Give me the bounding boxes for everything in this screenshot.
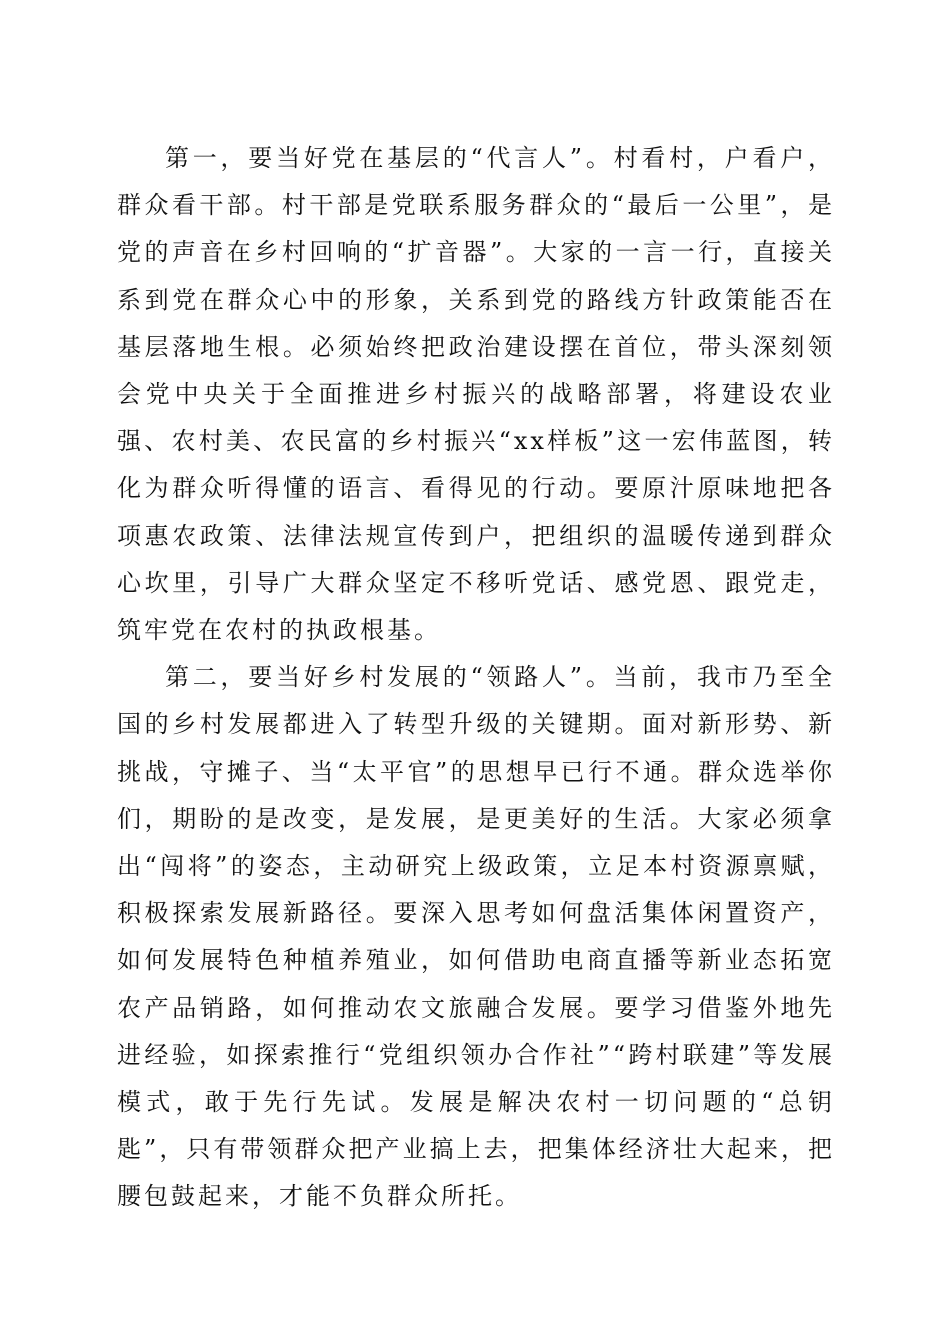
paragraph-first-point: 第一，要当好党在基层的“代言人”。村看村，户看户，群众看干部。村干部是党联系服务群众的“最后一公里”，是党的声音在乡村回响的“扩音器”。大家的一言一行，直接关系到党在群众心中的形象，关系到党的路线方针政策能否在基层落地生根。必须始终把政治建设摆在首位，带头深刻领会党中央关于全面推进乡村振兴的战略部署，将建设农业强、农村美、农民富的乡村振兴“xx样板”这一宏伟蓝图，转化为群众听得懂的语言、看得见的行动。要原汁原味地把各项惠农政策、法律法规宣传到户，把组织的温暖传递到群众心坎里，引导广大群众坚定不移听党话、感党恩、跟党走，筑牢党在农村的执政根基。 bbox=[117, 144, 835, 645]
document-body bbox=[117, 135, 835, 1221]
paragraph-second-point: 第二，要当好乡村发展的“领路人”。当前，我市乃至全国的乡村发展都进入了转型升级的关键期。面对新形势、新挑战，守摊子、当“太平官”的思想早已行不通。群众选举你们，期盼的是改变，是发展，是更美好的生活。大家必须拿出“闯将”的姿态，主动研究上级政策，立足本村资源禀赋，积极探索发展新路径。要深入思考如何盘活集体闲置资产，如何发展特色种植养殖业，如何借助电商直播等新业态拓宽农产品销路，如何推动农文旅融合发展。要学习借鉴外地先进经验，如探索推行“党组织领办合作社”“跨村联建”等发展模式，敢于先行先试。发展是解决农村一切问题的“总钥匙”，只有带领群众把产业搞上去，把集体经济壮大起来，把腰包鼓起来，才能不负群众所托。 bbox=[117, 663, 835, 1211]
